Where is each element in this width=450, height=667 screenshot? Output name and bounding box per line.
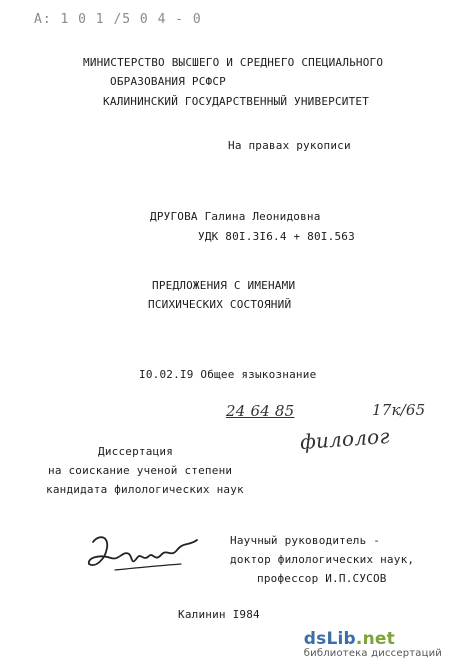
manuscript-note: На правах рукописи: [228, 139, 351, 152]
dissertation-line-1: Диссертация: [98, 445, 174, 458]
watermark-subtitle: библиотека диссертаций: [303, 647, 442, 659]
signature: [85, 528, 205, 576]
author-name: ДРУГОВА Галина Леонидовна: [150, 210, 321, 223]
advisor-line-1: Научный руководитель -: [230, 534, 381, 547]
advisor-line-2: доктор филологических наук,: [230, 553, 415, 566]
title-line-2: ПСИХИЧЕСКИХ СОСТОЯНИЙ: [148, 298, 292, 311]
handwritten-number: 24 64 85: [226, 402, 295, 420]
archive-stamp: A: 1 0 1 /5 0 4 - 0: [34, 12, 202, 27]
dissertation-line-2: на соискание ученой степени: [48, 464, 233, 477]
institution-line-2: ОБРАЗОВАНИЯ РСФСР: [110, 75, 226, 88]
institution-line-1: МИНИСТЕРСТВО ВЫСШЕГО И СРЕДНЕГО СПЕЦИАЛЬНОГО: [83, 56, 384, 69]
city-year: Калинин I984: [178, 608, 260, 621]
watermark[interactable]: [303, 628, 442, 659]
handwritten-word: филолог: [299, 423, 391, 455]
handwritten-code: 17к/65: [372, 401, 426, 419]
specialty: I0.02.I9 Общее языкознание: [139, 368, 317, 381]
advisor-line-3: профессор И.П.СУСОВ: [257, 572, 387, 585]
title-line-1: ПРЕДЛОЖЕНИЯ С ИМЕНАМИ: [152, 279, 296, 292]
dissertation-line-3: кандидата филологических наук: [46, 483, 244, 496]
institution-line-3: КАЛИНИНСКИЙ ГОСУДАРСТВЕННЫЙ УНИВЕРСИТЕТ: [103, 95, 370, 108]
watermark-name: dsLib.net: [303, 628, 395, 649]
udk-code: УДК 80I.3I6.4 + 80I.563: [198, 230, 355, 243]
